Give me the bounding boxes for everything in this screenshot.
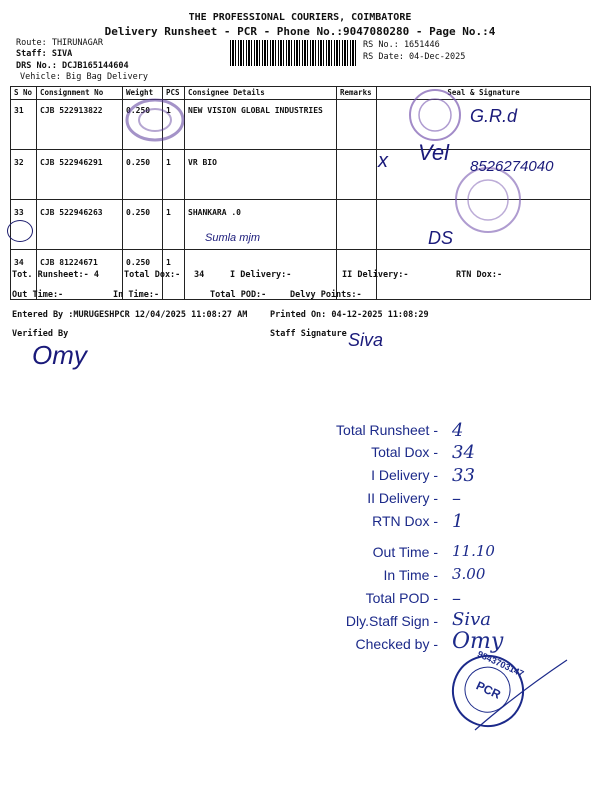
- summary-value: –: [452, 588, 461, 609]
- in-time: In Time:-: [113, 290, 160, 300]
- signature-row34: DS: [428, 228, 454, 248]
- cell-weight: 0.250: [123, 150, 163, 200]
- vehicle: Vehicle: Big Bag Delivery: [20, 72, 148, 82]
- summary-value: –: [452, 488, 461, 509]
- summary-label: Total Dox -: [371, 444, 438, 460]
- summary-value: Siva: [452, 609, 491, 630]
- summary-value: 1: [452, 511, 464, 532]
- out-time: Out Time:-: [12, 290, 64, 300]
- summary-label: I Delivery -: [371, 467, 438, 483]
- summary-value: 11.10: [452, 542, 495, 560]
- summary-label: RTN Dox -: [372, 513, 438, 529]
- cell-pcs: 1: [163, 250, 185, 300]
- stamp-number: 9843703147: [475, 648, 526, 679]
- cell-consignment: CJB 81224671: [37, 250, 123, 300]
- company-name: THE PROFESSIONAL COURIERS, COIMBATORE: [188, 12, 412, 23]
- summary-value: 3.00: [452, 565, 486, 583]
- col-header-consignment: Consignment No: [37, 87, 123, 100]
- cell-weight: 0.250: [123, 250, 163, 300]
- cell-weight: 0.250: [123, 100, 163, 150]
- cross-mark-row32: x: [378, 150, 388, 172]
- cell-pcs: 1: [163, 100, 185, 150]
- summary-value: 34: [452, 442, 475, 463]
- phone-row32: 8526274040: [470, 158, 554, 175]
- table-header-row: [11, 87, 591, 100]
- cell-consignee: SHANKARA .0: [185, 200, 337, 250]
- staff-signature-label: Staff Signature: [270, 329, 347, 339]
- cell-consignee: VR BIO: [185, 150, 337, 200]
- stamp-center: PCR: [473, 678, 503, 702]
- runsheet-title: Delivery Runsheet - PCR - Phone No.:9047080280 - Page No.:4: [104, 25, 496, 38]
- blurred-stamp-icon: [120, 95, 190, 145]
- rtn-dox: RTN Dox:-: [456, 270, 503, 280]
- col-header-consignee: Consignee Details: [185, 87, 337, 100]
- summary-label: Dly.Staff Sign -: [345, 613, 438, 629]
- i-delivery: I Delivery:-: [230, 270, 292, 280]
- drs-number: DRS No.: DCJB165144604: [16, 61, 129, 71]
- printed-on: Printed On: 04-12-2025 11:08:29: [270, 310, 429, 320]
- total-runsheet: Tot. Runsheet:- 4: [12, 270, 99, 280]
- cell-weight: 0.250: [123, 200, 163, 250]
- cell-sno: 34: [11, 250, 37, 300]
- ii-delivery: II Delivery:-: [342, 270, 409, 280]
- barcode: [230, 40, 357, 66]
- cell-remarks: [337, 100, 377, 150]
- col-header-pcs: PCS: [163, 87, 185, 100]
- rs-date: RS Date: 04-Dec-2025: [363, 52, 466, 62]
- verified-by: Verified By: [12, 329, 69, 339]
- col-header-remarks: Remarks: [337, 87, 377, 100]
- col-header-sno: S No: [11, 87, 37, 100]
- staff-signature: Siva: [348, 330, 384, 350]
- rs-number: RS No.: 1651446: [363, 40, 440, 50]
- signature-row31: G.R.d: [470, 106, 518, 126]
- verified-signature: Omy: [32, 340, 87, 370]
- summary-label: Checked by -: [355, 636, 438, 652]
- cell-consignment: CJB 522946291: [37, 150, 123, 200]
- entered-by: Entered By :MURUGESHPCR 12/04/2025 11:08:27 AM: [12, 310, 248, 320]
- staff: Staff: SIVA: [16, 49, 73, 59]
- signature-row32: Vel: [418, 140, 449, 165]
- cell-pcs: 1: [163, 200, 185, 250]
- cell-sno: 31: [11, 100, 37, 150]
- total-dox-value: 34: [194, 270, 205, 280]
- total-dox-label: Total Dox:-: [124, 270, 181, 280]
- summary-label: Total POD -: [365, 590, 438, 606]
- summary-label: II Delivery -: [367, 490, 438, 506]
- summary-label: In Time -: [383, 567, 438, 583]
- cell-remarks: [337, 150, 377, 200]
- sno-circle-mark: [7, 220, 33, 242]
- delvy-points: Delvy Points:-: [290, 290, 362, 300]
- col-header-seal: Seal & Signature: [377, 87, 591, 100]
- route: Route: THIRUNAGAR: [16, 38, 103, 48]
- summary-value: 4: [452, 420, 464, 441]
- note-row34: Sumla mjm: [205, 232, 261, 244]
- round-seal-icon: [438, 165, 538, 235]
- summary-value: Omy: [452, 629, 504, 654]
- cell-consignment: CJB 522913822: [37, 100, 123, 150]
- col-header-weight: Weight: [123, 87, 163, 100]
- company-seal-icon: [395, 88, 475, 143]
- cell-remarks: [337, 200, 377, 250]
- cell-consignment: CJB 522946263: [37, 200, 123, 250]
- cell-pcs: 1: [163, 150, 185, 200]
- cell-sno: 32: [11, 150, 37, 200]
- summary-label: Total Runsheet -: [336, 422, 438, 438]
- cell-consignee: NEW VISION GLOBAL INDUSTRIES: [185, 100, 337, 150]
- total-pod: Total POD:-: [210, 290, 267, 300]
- cell-sno: 33: [11, 200, 37, 250]
- summary-value: 33: [452, 465, 475, 486]
- summary-label: Out Time -: [372, 544, 438, 560]
- stamp-signature-stroke-icon: [455, 655, 575, 735]
